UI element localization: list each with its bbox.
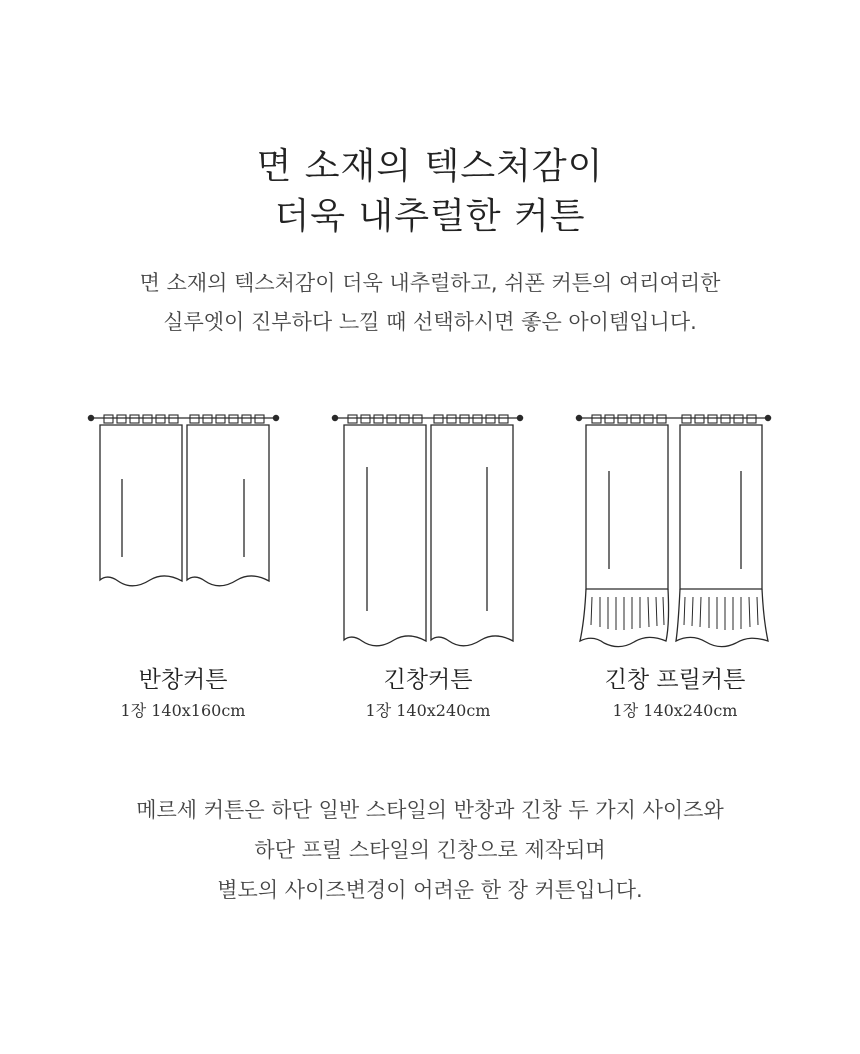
product-spec: 1장 140x160cm (120, 701, 246, 720)
headline-line-1: 면 소재의 텍스처감이 (256, 146, 604, 187)
short-curtain-icon (86, 405, 282, 595)
product-spec: 1장 140x240cm (365, 701, 491, 720)
frill-curtain-icon (574, 405, 774, 655)
intro-line-2: 실루엣이 진부하다 느낄 때 선택하시면 좋은 아이템입니다. (163, 310, 697, 334)
outro-line-2: 하단 프릴 스타일의 긴창으로 제작되며 (254, 838, 606, 862)
headline (0, 142, 860, 242)
product-short-curtain (63, 662, 303, 724)
product-frill-curtain (555, 662, 795, 724)
long-curtain-icon (330, 405, 526, 655)
intro-text (0, 264, 860, 342)
product-spec: 1장 140x240cm (612, 701, 738, 720)
product-long-curtain (308, 662, 548, 724)
intro-line-1: 면 소재의 텍스처감이 더욱 내추럴하고, 쉬폰 커튼의 여리여리한 (139, 271, 721, 295)
product-name: 반창커튼 (138, 667, 228, 693)
headline-line-2: 더욱 내추럴한 커튼 (274, 196, 586, 237)
product-name: 긴창커튼 (383, 667, 473, 693)
product-name: 긴창 프릴커튼 (604, 667, 746, 693)
outro-line-1: 메르세 커튼은 하단 일반 스타일의 반창과 긴창 두 가지 사이즈와 (136, 798, 724, 822)
outro-text (0, 790, 860, 910)
outro-line-3: 별도의 사이즈변경이 어려운 한 장 커튼입니다. (217, 878, 643, 902)
